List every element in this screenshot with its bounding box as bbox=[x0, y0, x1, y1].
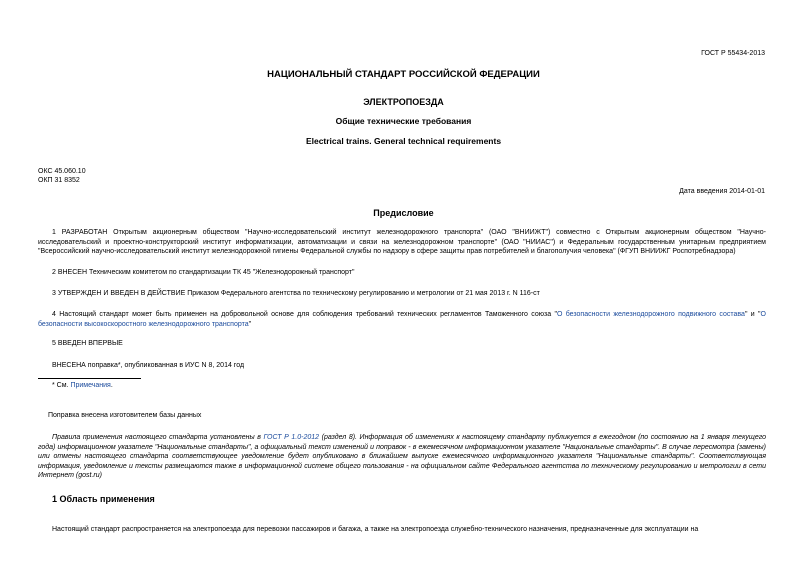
document-title: ЭЛЕКТРОПОЕЗДА bbox=[363, 97, 444, 107]
preface-paragraph-6: ВНЕСЕНА поправка*, опубликованная в ИУС N 8, 2014 год bbox=[52, 362, 245, 369]
footnote bbox=[52, 382, 113, 389]
preface-paragraph-3: 3 УТВЕРЖДЕН И ВВЕДЕН В ДЕЙСТВИЕ Приказом Федерального агентства по техническому регулированию и метрологии от 21 мая 2013 г. N 116-ст bbox=[52, 290, 540, 297]
scope-heading: 1 Область применения bbox=[52, 494, 155, 504]
footnote-prefix: * См. bbox=[52, 382, 71, 389]
footnote-suffix: . bbox=[110, 382, 113, 389]
scope-paragraph-1: Настоящий стандарт распространяется на электропоезда для перевозки пассажиров и багажа, а также на электропоезда служебно-технического назначения, предназначенные для эксплуатации на bbox=[52, 526, 699, 533]
link-high-speed-safety[interactable]: О безопасности высокоскоростного железнодорожного транспорта bbox=[38, 311, 766, 328]
introduction-date: Дата введения 2014-01-01 bbox=[679, 188, 765, 195]
preface-paragraph-1: 1 РАЗРАБОТАН Открытым акционерным обществом "Научно-исследовательский институт железнодорожного транспорта" (ОАО "ВНИИЖТ") совместно с Открытым акционерным обществом "Научно-исследовательский и проектно-конструкторский институт информатизации, автоматизации и связи на железнодорожном транспорте" (ОАО "НИИАС") и Федеральным государственным унитарным предприятием "Всероссийский научно-исследовательский институт железнодорожной гигиены Федеральной службы по надзору в сфере защиты прав потребителей и благополучия человека" (ФГУП ВНИИЖГ Роспотребнадзора) bbox=[38, 229, 766, 255]
rules-rest: (раздел 8). Информация об изменениях к настоящему стандарту публикуется в ежегодном (по состоянию на 1 января текущего года) информационном указателе "Национальные стандарты", а официальный текст изменений и поправок - в ежемесячном информационном указателе "Национальные стандарты". В случае пересмотра (замены) или отмены настоящего стандарта соответствующее уведомление будет опубликовано в ближайшем выпуске ежемесячного информационного указателя "Национальные стандарты". Соответствующая информация, уведомление и тексты размещаются также в информационной системе общего пользования - на официальном сайте Федерального агентства по техническому регулированию и метрологии в сети Интернет (gost.ru) bbox=[38, 434, 766, 479]
database-note: Поправка внесена изготовителем базы данных bbox=[48, 412, 202, 419]
preface-paragraph-4 bbox=[38, 310, 766, 329]
application-rules-paragraph bbox=[38, 433, 766, 481]
document-code: ГОСТ Р 55434-2013 bbox=[701, 50, 765, 57]
footnote-divider bbox=[38, 378, 141, 379]
okp-code: ОКП 31 8352 bbox=[38, 177, 80, 184]
preface-heading: Предисловие bbox=[373, 208, 434, 218]
rules-start: Правила применения настоящего стандарта установлены в bbox=[52, 434, 264, 441]
link-rolling-stock-safety[interactable]: О безопасности железнодорожного подвижного состава bbox=[556, 311, 745, 318]
p4-text: 4 Настоящий стандарт может быть применен на добровольной основе для соблюдения требований технических регламентов Таможенного союза " bbox=[52, 311, 557, 318]
national-standard-heading: НАЦИОНАЛЬНЫЙ СТАНДАРТ РОССИЙСКОЙ ФЕДЕРАЦИИ bbox=[267, 69, 540, 80]
document-subtitle: Общие технические требования bbox=[335, 116, 472, 126]
p4-mid: " и " bbox=[744, 311, 761, 318]
link-gost-r-1-0-2012[interactable]: ГОСТ Р 1.0-2012 bbox=[263, 434, 320, 441]
preface-paragraph-5: 5 ВВЕДЕН ВПЕРВЫЕ bbox=[52, 340, 123, 347]
link-notes[interactable]: Примечания bbox=[70, 382, 111, 389]
preface-paragraph-2: 2 ВНЕСЕН Техническим комитетом по стандартизации ТК 45 "Железнодорожный транспорт" bbox=[52, 269, 355, 276]
oks-code: ОКС 45.060.10 bbox=[38, 168, 86, 175]
p4-end: " bbox=[248, 320, 252, 328]
document-title-english: Electrical trains. General technical requirements bbox=[305, 136, 502, 146]
